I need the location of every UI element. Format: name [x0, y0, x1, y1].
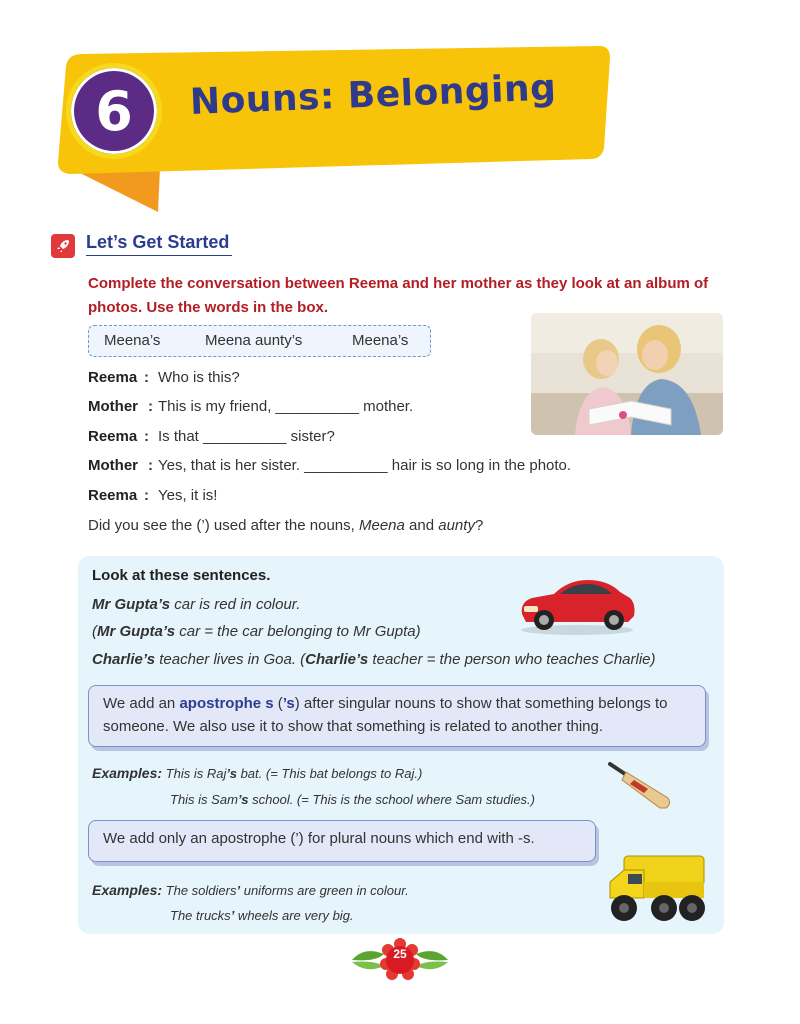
apostrophe: ’s [226, 766, 237, 781]
example-sentence [92, 649, 656, 671]
example-text: uniforms are green in colour. [240, 883, 409, 898]
sentence-text: car = the car belonging to Mr Gupta) [175, 623, 421, 640]
mother-daughter-photo [531, 313, 723, 435]
dialogue-text: Is that __________ sister? [158, 428, 335, 445]
dialogue-text: This is my friend, __________ mother. [158, 398, 414, 415]
speaker: Reema [88, 428, 138, 445]
examples-line [170, 908, 354, 923]
examples-label: Examples: [92, 882, 163, 898]
section-title: Let’s Get Started [86, 232, 230, 252]
possessive-noun: Mr Gupta’s [92, 596, 171, 613]
speaker: Reema [88, 487, 138, 504]
rule-text: We add an [103, 695, 180, 712]
page-number: 25 [393, 947, 407, 961]
speaker: Reema [88, 369, 138, 386]
dialogue-text: Yes, it is! [158, 487, 218, 504]
rocket-icon [51, 234, 75, 258]
chapter-number-badge [66, 63, 162, 159]
example-text: This is Sam [170, 792, 238, 807]
dialogue-line [88, 485, 218, 507]
rule-box-singular [88, 685, 706, 747]
rule-box-plural: We add only an apostrophe (’) for plural nouns which end with -s. [88, 820, 596, 862]
dialogue-line [88, 455, 572, 477]
example-text: wheels are very big. [234, 908, 354, 923]
example-text: bat. (= This bat belongs to Raj.) [236, 766, 423, 781]
question-line [88, 515, 483, 537]
dialogue-text: Yes, that is her sister. __________ hair is so long in the photo. [158, 457, 572, 474]
noun-meena: Meena [359, 517, 405, 534]
example-text: school. (= This is the school where Sam studies.) [248, 792, 535, 807]
apostrophe: ’ [230, 908, 235, 923]
sentence-text: teacher = the person who teaches Charlie) [368, 651, 656, 668]
colon: : [148, 457, 153, 474]
colon: : [144, 428, 149, 445]
dialogue-text: Who is this? [158, 369, 240, 386]
example-text: This is Raj [165, 766, 227, 781]
word-option: Meena’s [352, 332, 409, 349]
chapter-number: 6 [95, 79, 133, 143]
possessive-noun: Charlie’s [92, 651, 156, 668]
sentence-text: ( [92, 623, 97, 640]
possessive-noun: Mr Gupta’s [97, 623, 176, 640]
word-option: Meena aunty’s [205, 332, 303, 349]
apostrophe: ’s [237, 792, 249, 807]
colon: : [148, 398, 153, 415]
rule-text: ( [273, 695, 283, 712]
speaker: Mother [88, 398, 138, 415]
question-text: Did you see the (’) used after the nouns, [88, 517, 359, 534]
example-sentence [92, 594, 300, 616]
colon: : [144, 369, 149, 386]
colon: : [144, 487, 149, 504]
rule-term: ’s [282, 695, 295, 712]
chapter-title: Nouns: Belonging [189, 67, 558, 123]
red-car-image [516, 572, 638, 636]
dialogue-line [88, 367, 240, 389]
cricket-bat-image [604, 758, 676, 814]
speaker: Mother [88, 457, 138, 474]
word-box [88, 325, 431, 357]
question-text: ? [474, 517, 484, 534]
question-text: and [404, 517, 439, 534]
sentence-text: car is red in colour. [170, 596, 301, 613]
examples-line [92, 882, 409, 898]
dialogue-line [88, 426, 335, 448]
examples-label: Examples: [92, 765, 163, 781]
word-option: Meena’s [104, 332, 161, 349]
example-text: The trucks [170, 908, 231, 923]
noun-aunty: aunty [438, 517, 475, 534]
apostrophe: ’ [236, 883, 241, 898]
panel-heading: Look at these sentences. [92, 567, 271, 584]
examples-line [170, 792, 535, 807]
dialogue-line [88, 396, 414, 418]
examples-line [92, 765, 422, 781]
example-text: The soldiers [165, 883, 237, 898]
section-underline [86, 255, 232, 256]
possessive-noun: Charlie’s [305, 651, 369, 668]
yellow-truck-image [604, 852, 708, 924]
instructions: Complete the conversation between Reema and her mother as they look at an album of photos. Use the words in the box. [88, 275, 709, 316]
rule-text: ) after singular nouns to show that something belongs to someone. We also use it to show that something is related to another thing. [103, 695, 668, 735]
rule-term: apostrophe s [179, 695, 274, 712]
example-sentence [92, 621, 421, 643]
sentence-text: teacher lives in Goa. ( [155, 651, 306, 668]
